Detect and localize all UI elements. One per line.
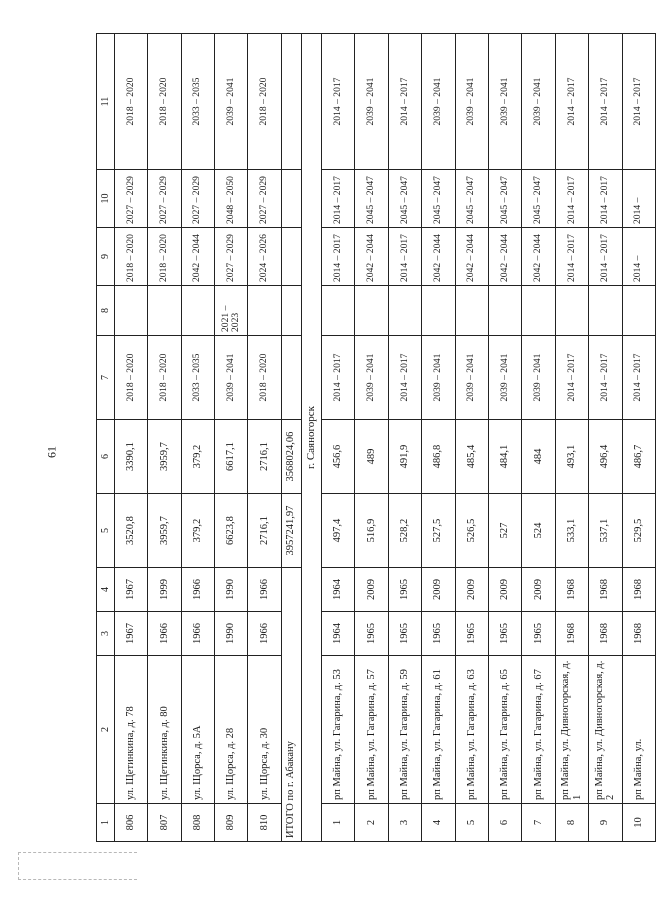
table-cell: рп Майна, ул. Гагарина, д. 61 — [422, 656, 455, 804]
table-cell: рп Майна, ул. Гагарина, д. 67 — [522, 656, 555, 804]
table-cell: рп Майна, ул. Гагарина, д. 63 — [455, 656, 488, 804]
table-cell: 2014 – 2017 — [321, 34, 354, 170]
table-cell: 486,8 — [422, 420, 455, 494]
table-cell: 2027 – 2029 — [148, 170, 181, 228]
table-row — [455, 34, 488, 842]
table-cell: 7 — [522, 804, 555, 842]
header-cell: 6 — [97, 420, 115, 494]
header-cell: 3 — [97, 612, 115, 656]
table-cell: 3390,1 — [114, 420, 147, 494]
table-cell: 528,2 — [388, 494, 421, 568]
table-cell: 2039 – 2041 — [522, 34, 555, 170]
table-cell: 2018 – 2020 — [148, 228, 181, 286]
table-cell: ул. Щорса, д. 5А — [181, 656, 214, 804]
table-cell: 806 — [114, 804, 147, 842]
table-cell: г. Саяногорск — [301, 34, 321, 842]
table-cell — [321, 286, 354, 336]
table-cell: 2039 – 2041 — [355, 34, 388, 170]
table-cell: 1965 — [388, 612, 421, 656]
table-cell: 2039 – 2041 — [422, 34, 455, 170]
table-cell: 379,2 — [181, 494, 214, 568]
table-row — [422, 34, 455, 842]
table-cell: 2039 – 2041 — [455, 34, 488, 170]
table-cell: рп Майна, ул. Дивногорская, д. 1 — [555, 656, 588, 804]
table-cell — [148, 286, 181, 336]
table-cell: 810 — [248, 804, 281, 842]
table-cell: 1965 — [422, 612, 455, 656]
table-cell: 2042 – 2044 — [181, 228, 214, 286]
table-cell: 456,6 — [321, 420, 354, 494]
table-cell: ул. Щетинкина, д. 80 — [148, 656, 181, 804]
table-cell: 2018 – 2020 — [114, 34, 147, 170]
table-cell: 484 — [522, 420, 555, 494]
table-row — [488, 34, 521, 842]
table-cell — [355, 286, 388, 336]
table-cell: 2009 — [455, 568, 488, 612]
table-cell: 2039 – 2041 — [215, 34, 248, 170]
table-cell: 529,5 — [622, 494, 655, 568]
table-cell: 1966 — [181, 568, 214, 612]
table-cell: 2048 – 2050 — [215, 170, 248, 228]
table-cell: 2018 – 2020 — [148, 34, 181, 170]
table-row — [321, 34, 354, 842]
table-cell: 2014 – 2017 — [555, 228, 588, 286]
table-cell: 2039 – 2041 — [215, 336, 248, 420]
table-cell: 2014 – 2017 — [589, 336, 622, 420]
table-row — [589, 34, 622, 842]
table-cell: 1965 — [388, 568, 421, 612]
table-cell: 1964 — [321, 612, 354, 656]
header-cell: 9 — [97, 228, 115, 286]
table-cell — [455, 286, 488, 336]
table-cell: 2014 – 2017 — [589, 170, 622, 228]
table-cell: 6617,1 — [215, 420, 248, 494]
table-cell: 524 — [522, 494, 555, 568]
table-cell: 2014 – 2017 — [321, 170, 354, 228]
table-cell: 527,5 — [422, 494, 455, 568]
header-cell: 8 — [97, 286, 115, 336]
table-cell: 2027 – 2029 — [114, 170, 147, 228]
table-cell: 3959,7 — [148, 494, 181, 568]
table-cell — [281, 34, 301, 170]
table-cell: 6 — [488, 804, 521, 842]
table-cell: 537,1 — [589, 494, 622, 568]
table-cell — [522, 286, 555, 336]
table-cell: рп Майна, ул. Гагарина, д. 59 — [388, 656, 421, 804]
table-cell: 379,2 — [181, 420, 214, 494]
table-cell: 1966 — [181, 612, 214, 656]
table-cell: 2039 – 2041 — [522, 336, 555, 420]
header-cell: 1 — [97, 804, 115, 842]
table-cell — [555, 286, 588, 336]
table-row — [555, 34, 588, 842]
table-cell: 809 — [215, 804, 248, 842]
table-cell — [622, 286, 655, 336]
table-cell: 486,7 — [622, 420, 655, 494]
table-row — [114, 34, 147, 842]
table-cell: 2042 – 2044 — [455, 228, 488, 286]
table-cell: 1968 — [555, 612, 588, 656]
table-cell: 2039 – 2041 — [455, 336, 488, 420]
table-cell: 2027 – 2029 — [248, 170, 281, 228]
table-cell: рп Майна, ул. Гагарина, д. 57 — [355, 656, 388, 804]
table-cell: 2042 – 2044 — [522, 228, 555, 286]
table-cell: 2027 – 2029 — [181, 170, 214, 228]
table-cell: 1968 — [622, 568, 655, 612]
table-cell: ул. Щорса, д. 30 — [248, 656, 281, 804]
table-cell: 526,5 — [455, 494, 488, 568]
table-cell: 3957241,97 — [281, 494, 301, 568]
table-cell: 2014 – 2017 — [321, 228, 354, 286]
table-cell: 2045 – 2047 — [355, 170, 388, 228]
table-cell: 807 — [148, 804, 181, 842]
table-cell: 496,4 — [589, 420, 622, 494]
table-cell: 2014 – 2017 — [555, 336, 588, 420]
header-cell: 5 — [97, 494, 115, 568]
table-cell: рп Майна, ул. Гагарина, д. 65 — [488, 656, 521, 804]
table-cell: 1990 — [215, 568, 248, 612]
table-cell: 3568024,06 — [281, 420, 301, 494]
table-row — [248, 34, 281, 842]
table-cell: 2045 – 2047 — [455, 170, 488, 228]
table-cell: рп Майна, ул. Гагарина, д. 53 — [321, 656, 354, 804]
header-cell: 7 — [97, 336, 115, 420]
table-cell: 2018 – 2020 — [114, 228, 147, 286]
table-cell: рп Майна, ул. — [622, 656, 655, 804]
total-row — [281, 34, 301, 842]
table-cell: 2014 – — [622, 228, 655, 286]
table-cell: 2018 – 2020 — [248, 34, 281, 170]
table-cell — [248, 286, 281, 336]
table-cell: 2009 — [422, 568, 455, 612]
table-cell: 4 — [422, 804, 455, 842]
table-cell: 1965 — [488, 612, 521, 656]
table-body — [97, 34, 656, 842]
table-cell: 2027 – 2029 — [215, 228, 248, 286]
table-cell: 2014 – 2017 — [388, 34, 421, 170]
table-cell: 2014 – — [622, 170, 655, 228]
table-cell: 2039 – 2041 — [422, 336, 455, 420]
table-cell: 2014 – 2017 — [555, 170, 588, 228]
table-cell: 1968 — [589, 568, 622, 612]
table-cell: 1990 — [215, 612, 248, 656]
table-cell — [388, 286, 421, 336]
table-cell — [281, 170, 301, 228]
table-cell: 5 — [455, 804, 488, 842]
header-row — [97, 34, 115, 842]
table-row — [181, 34, 214, 842]
table-cell: 491,9 — [388, 420, 421, 494]
table-cell: 2716,1 — [248, 420, 281, 494]
table-cell: 1 — [321, 804, 354, 842]
faint-stamp-box — [18, 852, 137, 880]
table-cell: 1999 — [148, 568, 181, 612]
table-cell: 2033 – 2035 — [181, 34, 214, 170]
table-cell: 2014 – 2017 — [589, 34, 622, 170]
table-row — [355, 34, 388, 842]
table-cell: 2039 – 2041 — [488, 336, 521, 420]
table-cell: 2014 – 2017 — [589, 228, 622, 286]
table-cell: ул. Щорса, д. 28 — [215, 656, 248, 804]
table-cell: 2018 – 2020 — [148, 336, 181, 420]
table-cell: 2018 – 2020 — [114, 336, 147, 420]
table-cell: 1968 — [555, 568, 588, 612]
table-cell: ул. Щетинкина, д. 78 — [114, 656, 147, 804]
table-cell: 2014 – 2017 — [388, 336, 421, 420]
table-cell: 2009 — [355, 568, 388, 612]
table-cell: 2716,1 — [248, 494, 281, 568]
table-cell: 493,1 — [555, 420, 588, 494]
table-cell: 2045 – 2047 — [388, 170, 421, 228]
table-cell: 1967 — [114, 568, 147, 612]
table-cell: 10 — [622, 804, 655, 842]
table-cell: ИТОГО по г. Абакану — [281, 568, 301, 842]
table-cell: 533,1 — [555, 494, 588, 568]
table-cell: 3959,7 — [148, 420, 181, 494]
table-cell: 2024 – 2026 — [248, 228, 281, 286]
table-cell: 489 — [355, 420, 388, 494]
table-cell: 516,9 — [355, 494, 388, 568]
rotated-table-content — [96, 34, 656, 842]
table-cell: 2045 – 2047 — [488, 170, 521, 228]
table-cell: 1966 — [248, 612, 281, 656]
table-cell: 1965 — [522, 612, 555, 656]
table-cell: 8 — [555, 804, 588, 842]
table-cell: 2045 – 2047 — [422, 170, 455, 228]
table-cell: 2014 – 2017 — [388, 228, 421, 286]
table-cell: 9 — [589, 804, 622, 842]
table-row — [522, 34, 555, 842]
table-cell: 2045 – 2047 — [522, 170, 555, 228]
table-cell: 6623,8 — [215, 494, 248, 568]
table-cell — [114, 286, 147, 336]
header-cell: 2 — [97, 656, 115, 804]
table-row — [148, 34, 181, 842]
table-cell — [589, 286, 622, 336]
table-cell: 1966 — [148, 612, 181, 656]
table-cell: 2018 – 2020 — [248, 336, 281, 420]
table-cell: 2039 – 2041 — [488, 34, 521, 170]
page-number: 61 — [44, 446, 59, 458]
table-cell: 1965 — [455, 612, 488, 656]
table-cell: 2014 – 2017 — [321, 336, 354, 420]
table-cell: 2014 – 2017 — [555, 34, 588, 170]
table-cell: 2009 — [488, 568, 521, 612]
table-cell — [281, 336, 301, 420]
table-cell — [181, 286, 214, 336]
table-cell: 1964 — [321, 568, 354, 612]
header-cell: 4 — [97, 568, 115, 612]
table-cell: 2014 – 2017 — [622, 34, 655, 170]
table-cell: 1968 — [589, 612, 622, 656]
table-cell: 2039 – 2041 — [355, 336, 388, 420]
table-cell: 2 — [355, 804, 388, 842]
header-cell: 11 — [97, 34, 115, 170]
table-cell: 2042 – 2044 — [488, 228, 521, 286]
table-cell: 2042 – 2044 — [422, 228, 455, 286]
table-cell — [281, 286, 301, 336]
city-row — [301, 34, 321, 842]
rotated-table-frame — [96, 34, 656, 842]
table-cell: 527 — [488, 494, 521, 568]
table-row — [215, 34, 248, 842]
table-cell: 1968 — [622, 612, 655, 656]
table-cell: 2014 – 2017 — [622, 336, 655, 420]
table-cell: 1965 — [355, 612, 388, 656]
table-cell: 2009 — [522, 568, 555, 612]
table-cell: 2042 – 2044 — [355, 228, 388, 286]
table-cell: 1967 — [114, 612, 147, 656]
table-cell: 484,1 — [488, 420, 521, 494]
table-cell: 3520,8 — [114, 494, 147, 568]
table-cell — [281, 228, 301, 286]
table-row — [388, 34, 421, 842]
table-row — [622, 34, 655, 842]
table-cell: 485,4 — [455, 420, 488, 494]
table-cell — [422, 286, 455, 336]
table-cell: 2033 – 2035 — [181, 336, 214, 420]
table-cell: рп Майна, ул. Дивногорская, д. 2 — [589, 656, 622, 804]
table-cell — [488, 286, 521, 336]
table-cell: 497,4 — [321, 494, 354, 568]
table-cell: 3 — [388, 804, 421, 842]
table-cell: 808 — [181, 804, 214, 842]
housing-repair-schedule-table — [96, 33, 656, 842]
header-cell: 10 — [97, 170, 115, 228]
table-cell: 2021 – 2023 — [215, 286, 248, 336]
table-cell: 1966 — [248, 568, 281, 612]
